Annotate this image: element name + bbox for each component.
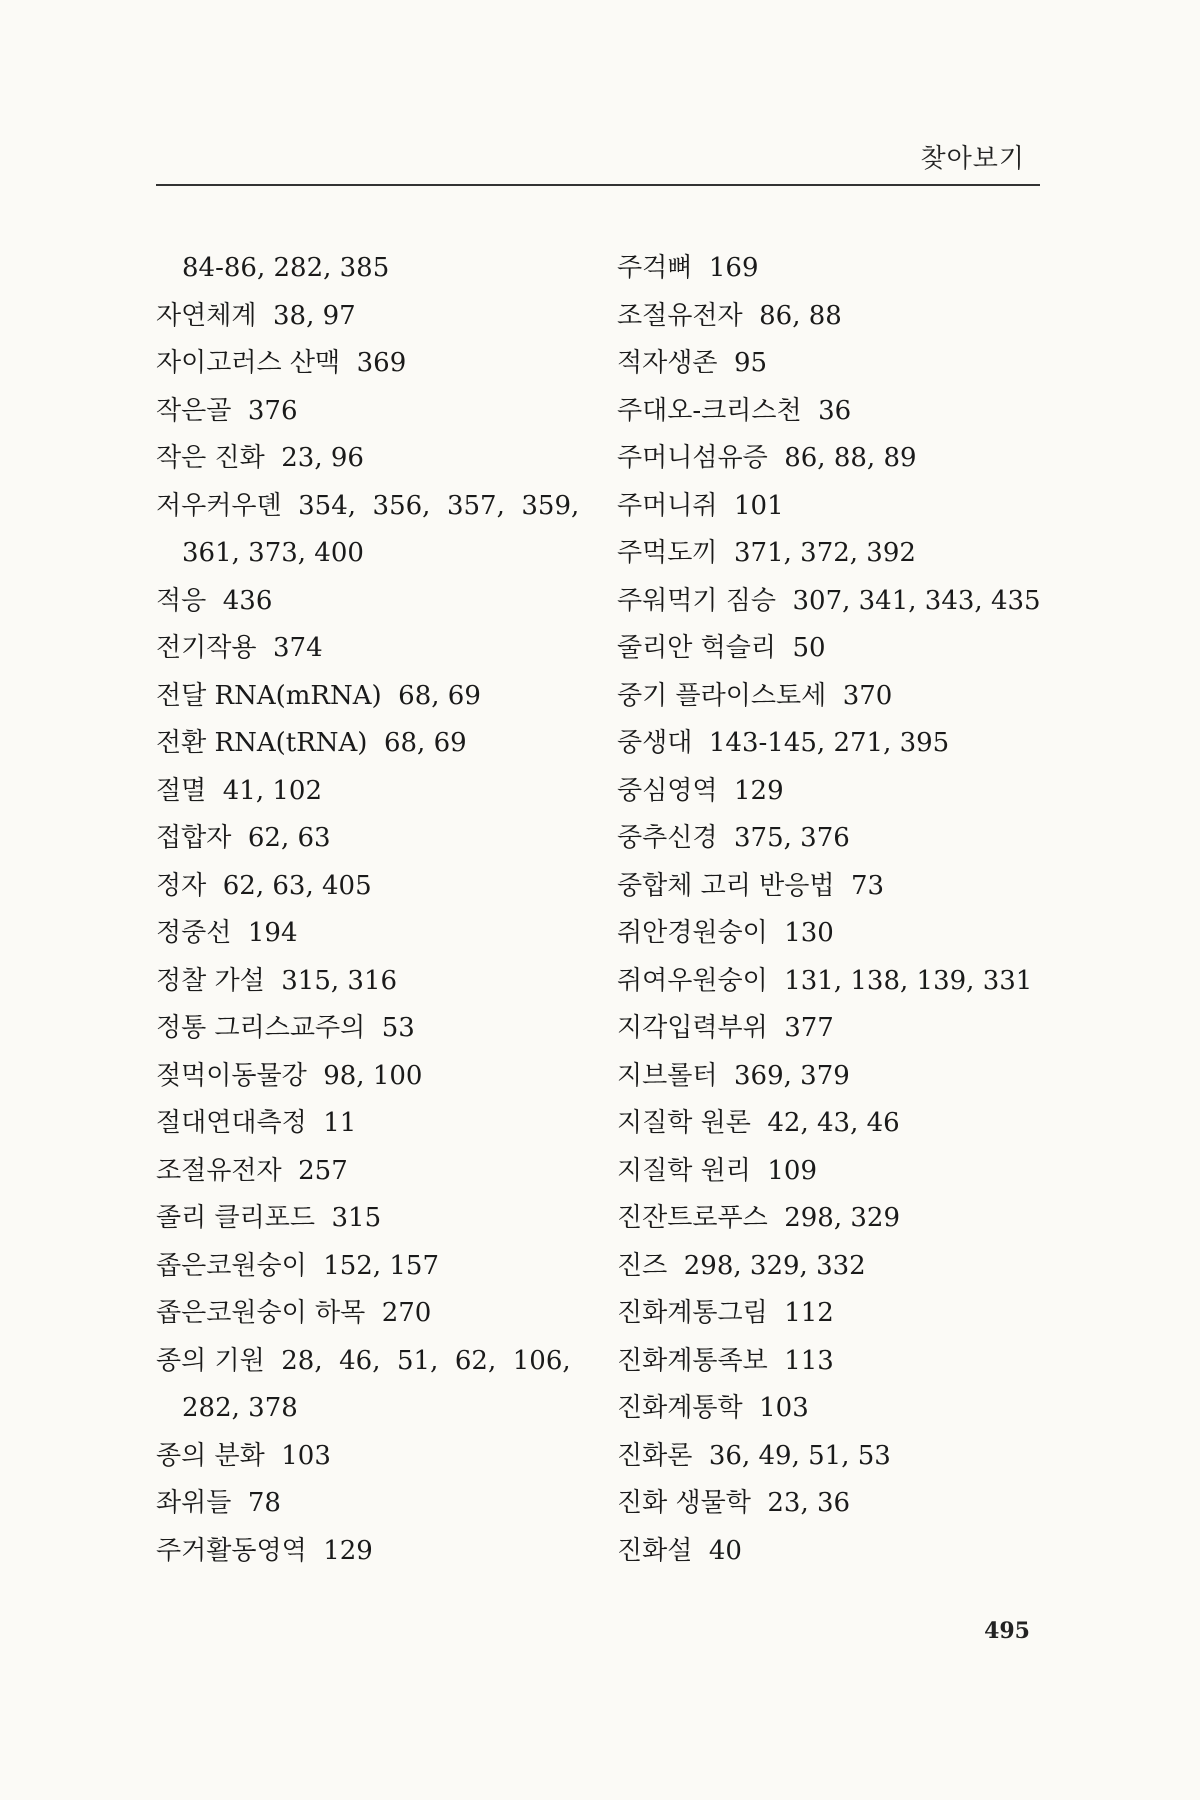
index-entry: 진화설 40 <box>617 1535 742 1566</box>
index-entry: 지질학 원론 42, 43, 46 <box>617 1108 900 1138</box>
index-entry: 361, 373, 400 <box>182 538 364 568</box>
index-entry: 정통 그리스교주의 53 <box>156 1013 415 1043</box>
index-entry: 진즈 298, 329, 332 <box>617 1250 866 1281</box>
header-rule <box>156 184 1040 186</box>
index-entry: 전기작용 374 <box>156 633 323 663</box>
index-entry: 진화론 36, 49, 51, 53 <box>617 1440 891 1471</box>
index-entry: 진화계통그림 112 <box>617 1298 834 1328</box>
index-entry: 진잔트로푸스 298, 329 <box>617 1203 901 1233</box>
index-entry: 조절유전자 257 <box>156 1155 348 1186</box>
index-entry: 적응 436 <box>156 585 273 616</box>
index-entry: 적자생존 95 <box>617 348 768 378</box>
index-entry: 지질학 원리 109 <box>617 1155 818 1186</box>
index-entry: 중추신경 375, 376 <box>617 823 850 853</box>
index-entry: 주워먹기 짐승 307, 341, 343, 435 <box>617 585 1041 616</box>
index-entry: 자연체계 38, 97 <box>156 300 356 331</box>
index-entry: 작은 진화 23, 96 <box>156 443 364 473</box>
index-entry: 진화계통학 103 <box>617 1393 809 1423</box>
index-entry: 진화계통족보 113 <box>617 1345 834 1376</box>
running-header-title: 찾아보기 <box>920 144 1025 174</box>
index-entry: 중심영역 129 <box>617 775 784 806</box>
index-entry: 지브롤터 369, 379 <box>617 1060 850 1091</box>
index-entry: 주머니쥐 101 <box>617 490 784 521</box>
index-entry: 좁은코원숭이 152, 157 <box>156 1250 440 1281</box>
index-entry: 정중선 194 <box>156 918 298 948</box>
index-entry: 84-86, 282, 385 <box>182 253 390 283</box>
index-entry: 주걱뼈 169 <box>617 253 759 283</box>
index-entry: 졸리 클리포드 315 <box>156 1203 382 1233</box>
index-entry: 전달 RNA(mRNA) 68, 69 <box>156 680 481 711</box>
page-number: 495 <box>984 1618 1030 1644</box>
index-entry: 작은골 376 <box>156 395 298 426</box>
index-entry: 전환 RNA(tRNA) 68, 69 <box>156 728 467 758</box>
index-entry: 주대오-크리스천 36 <box>617 395 852 426</box>
index-entry: 젖먹이동물강 98, 100 <box>156 1060 423 1091</box>
index-entry: 조절유전자 86, 88 <box>617 300 842 331</box>
index-entry: 282, 378 <box>182 1393 298 1423</box>
index-entry: 좁은코원숭이 하목 270 <box>156 1298 432 1328</box>
index-entry: 쥐여우원숭이 131, 138, 139, 331 <box>617 965 1033 996</box>
index-entry: 종의 분화 103 <box>156 1440 331 1471</box>
index-entry: 줄리안 헉슬리 50 <box>617 633 826 663</box>
index-entry: 주머니섬유증 86, 88, 89 <box>617 443 917 473</box>
index-entry: 중합체 고리 반응법 73 <box>617 870 885 901</box>
index-entry: 진화 생물학 23, 36 <box>617 1488 851 1518</box>
index-column-left <box>156 245 596 1575</box>
index-entry: 주먹도끼 371, 372, 392 <box>617 538 916 568</box>
index-entry: 자이고러스 산맥 369 <box>156 348 407 378</box>
index-column-right <box>617 245 1047 1575</box>
index-entry: 정자 62, 63, 405 <box>156 870 372 901</box>
index-entry: 저우커우뎬 354, 356, 357, 359, <box>156 490 580 521</box>
index-entry: 절대연대측정 11 <box>156 1108 357 1138</box>
index-entry: 접합자 62, 63 <box>156 823 331 853</box>
index-entry: 절멸 41, 102 <box>156 775 323 806</box>
index-entry: 정찰 가설 315, 316 <box>156 965 398 996</box>
index-entry: 쥐안경원숭이 130 <box>617 918 834 948</box>
index-entry: 중기 플라이스토세 370 <box>617 680 893 711</box>
index-entry: 지각입력부위 377 <box>617 1013 834 1043</box>
index-entry: 종의 기원 28, 46, 51, 62, 106, <box>156 1345 571 1376</box>
index-entry: 좌위들 78 <box>156 1488 281 1518</box>
index-entry: 중생대 143-145, 271, 395 <box>617 728 950 758</box>
index-entry: 주거활동영역 129 <box>156 1535 373 1566</box>
